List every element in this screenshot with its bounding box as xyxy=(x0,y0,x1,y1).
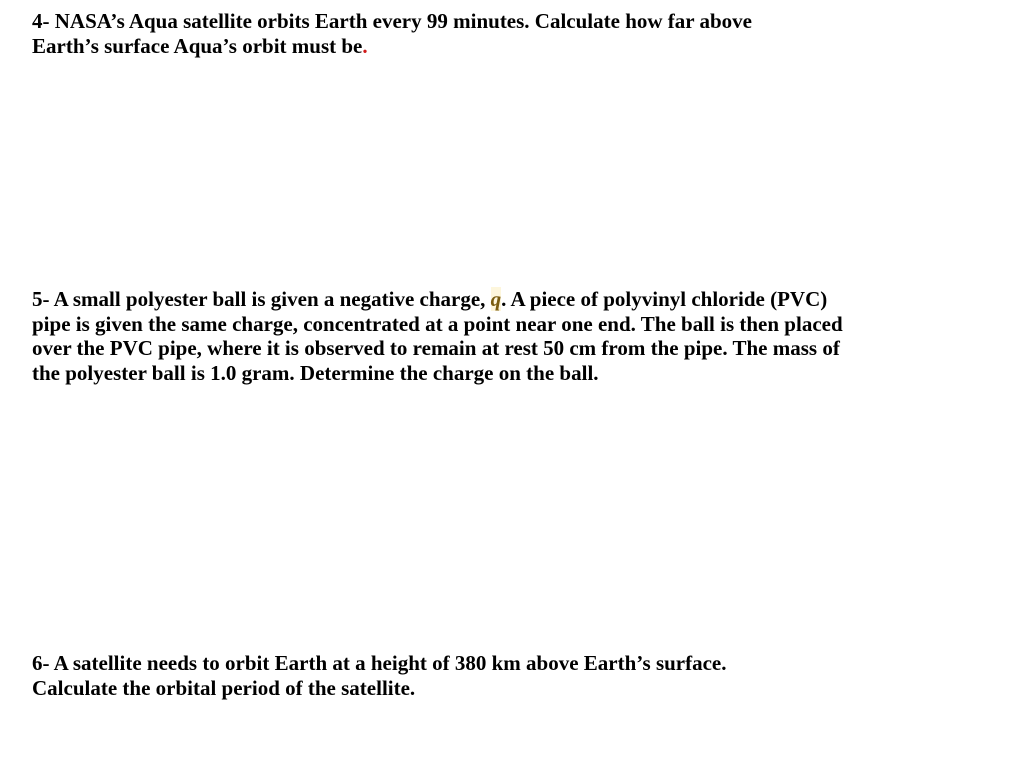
question-5-line-1-after: . A piece of polyvinyl chloride (PVC) xyxy=(501,287,828,311)
question-5-line-2: pipe is given the same charge, concentrated at a point near one end. The ball is then placed xyxy=(32,311,843,336)
question-6 xyxy=(32,651,727,700)
question-6-line-1: 6- A satellite needs to orbit Earth at a height of 380 km above Earth’s surface. xyxy=(32,651,727,675)
question-4 xyxy=(32,9,752,58)
question-4-line-1: 4- NASA’s Aqua satellite orbits Earth every 99 minutes. Calculate how far above xyxy=(32,9,752,33)
question-5 xyxy=(32,287,843,385)
question-5-line-4: the polyester ball is 1.0 gram. Determine the charge on the ball. xyxy=(32,360,599,385)
question-4-end-mark: . xyxy=(362,33,368,58)
question-5-line-1 xyxy=(32,287,843,312)
charge-variable: q xyxy=(490,287,502,311)
question-5-line-3: over the PVC pipe, where it is observed to remain at rest 50 cm from the pipe. The mass of xyxy=(32,336,840,360)
question-4-line-2 xyxy=(32,34,752,59)
question-6-line-2: Calculate the orbital period of the satellite. xyxy=(32,675,416,700)
question-5-line-1-before: 5- A small polyester ball is given a negative charge, xyxy=(32,287,491,311)
question-4-line-2-text: Earth’s surface Aqua’s orbit must be xyxy=(32,33,363,58)
